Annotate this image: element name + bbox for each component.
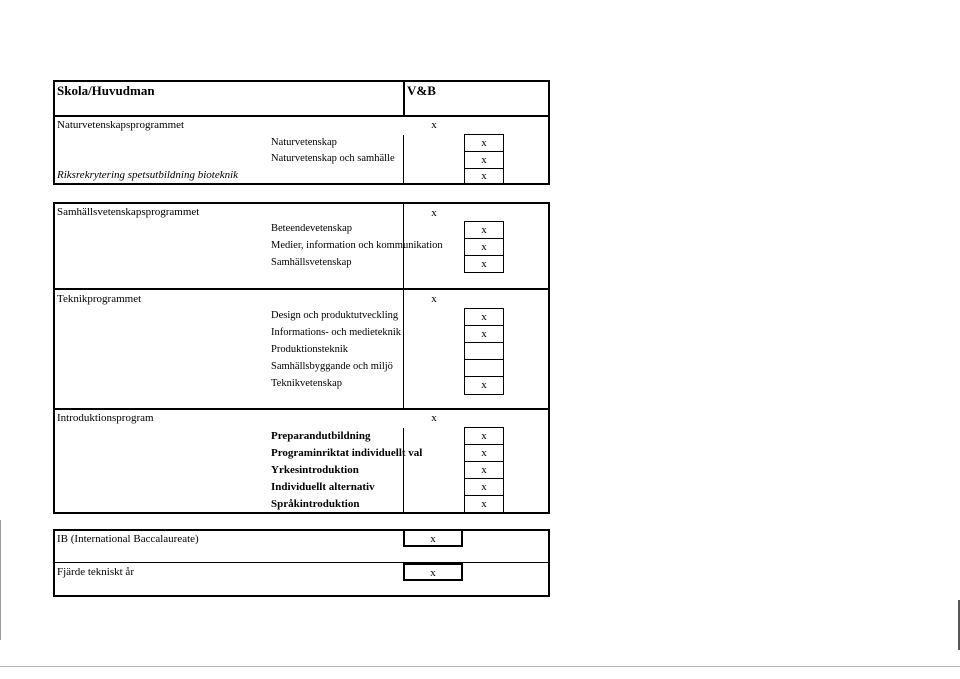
header-school-label: Skola/Huvudman — [57, 83, 155, 98]
item-mark: x — [481, 137, 487, 149]
section-title-tek: Teknikprogrammet — [57, 293, 142, 305]
section-mark-ib: x — [430, 533, 436, 545]
item-label: Naturvetenskap och samhälle — [271, 153, 395, 164]
item-label: Produktionsteknik — [271, 344, 349, 355]
item-mark: x — [481, 311, 487, 323]
item-label: Yrkesintroduktion — [271, 464, 359, 476]
item-mark: x — [481, 379, 487, 391]
section-mark-fjarde: x — [430, 567, 436, 579]
item-label: Programinriktat individuellt val — [271, 447, 423, 459]
item-mark: x — [481, 430, 487, 442]
section-title-intro: Introduktionsprogram — [57, 412, 154, 424]
item-label: Informations- och medieteknik — [271, 327, 402, 338]
item-mark: x — [481, 328, 487, 340]
section-title-natur: Naturvetenskapsprogrammet — [57, 119, 185, 131]
item-label: Samhällsvetenskap — [271, 257, 352, 268]
item-label: Beteendevetenskap — [271, 223, 353, 234]
item-mark: x — [481, 498, 487, 510]
item-mark: x — [481, 464, 487, 476]
item-mark: x — [481, 170, 487, 182]
section-mark-intro: x — [431, 412, 437, 424]
section-note-natur: Riksrekrytering spetsutbildning bioteknik — [57, 169, 239, 181]
section-mark-tek: x — [431, 293, 437, 305]
item-label: Individuellt alternativ — [271, 481, 375, 493]
item-label: Samhällsbyggande och miljö — [271, 361, 393, 372]
section-mark-sam: x — [431, 207, 437, 219]
scan-edge-line — [0, 666, 960, 667]
item-label: Språkintroduktion — [271, 498, 360, 510]
item-label: Teknikvetenskap — [271, 378, 342, 389]
section-mark-natur: x — [431, 119, 437, 131]
section-title-ib: IB (International Baccalaureate) — [57, 533, 199, 545]
item-mark: x — [481, 241, 487, 253]
item-label: Preparandutbildning — [271, 430, 371, 442]
section-title-fjarde: Fjärde tekniskt år — [57, 566, 134, 578]
item-mark: x — [481, 447, 487, 459]
item-mark: x — [481, 224, 487, 236]
section-title-sam: Samhällsvetenskapsprogrammet — [57, 206, 200, 218]
item-label: Naturvetenskap — [271, 137, 337, 148]
item-label: Design och produktutveckling — [271, 310, 399, 321]
item-label: Medier, information och kommunikation — [271, 240, 443, 251]
item-mark: x — [481, 258, 487, 270]
item-mark: x — [481, 154, 487, 166]
header-vb-label: V&B — [407, 83, 436, 98]
item-mark: x — [481, 481, 487, 493]
scan-edge-mark — [0, 520, 1, 640]
